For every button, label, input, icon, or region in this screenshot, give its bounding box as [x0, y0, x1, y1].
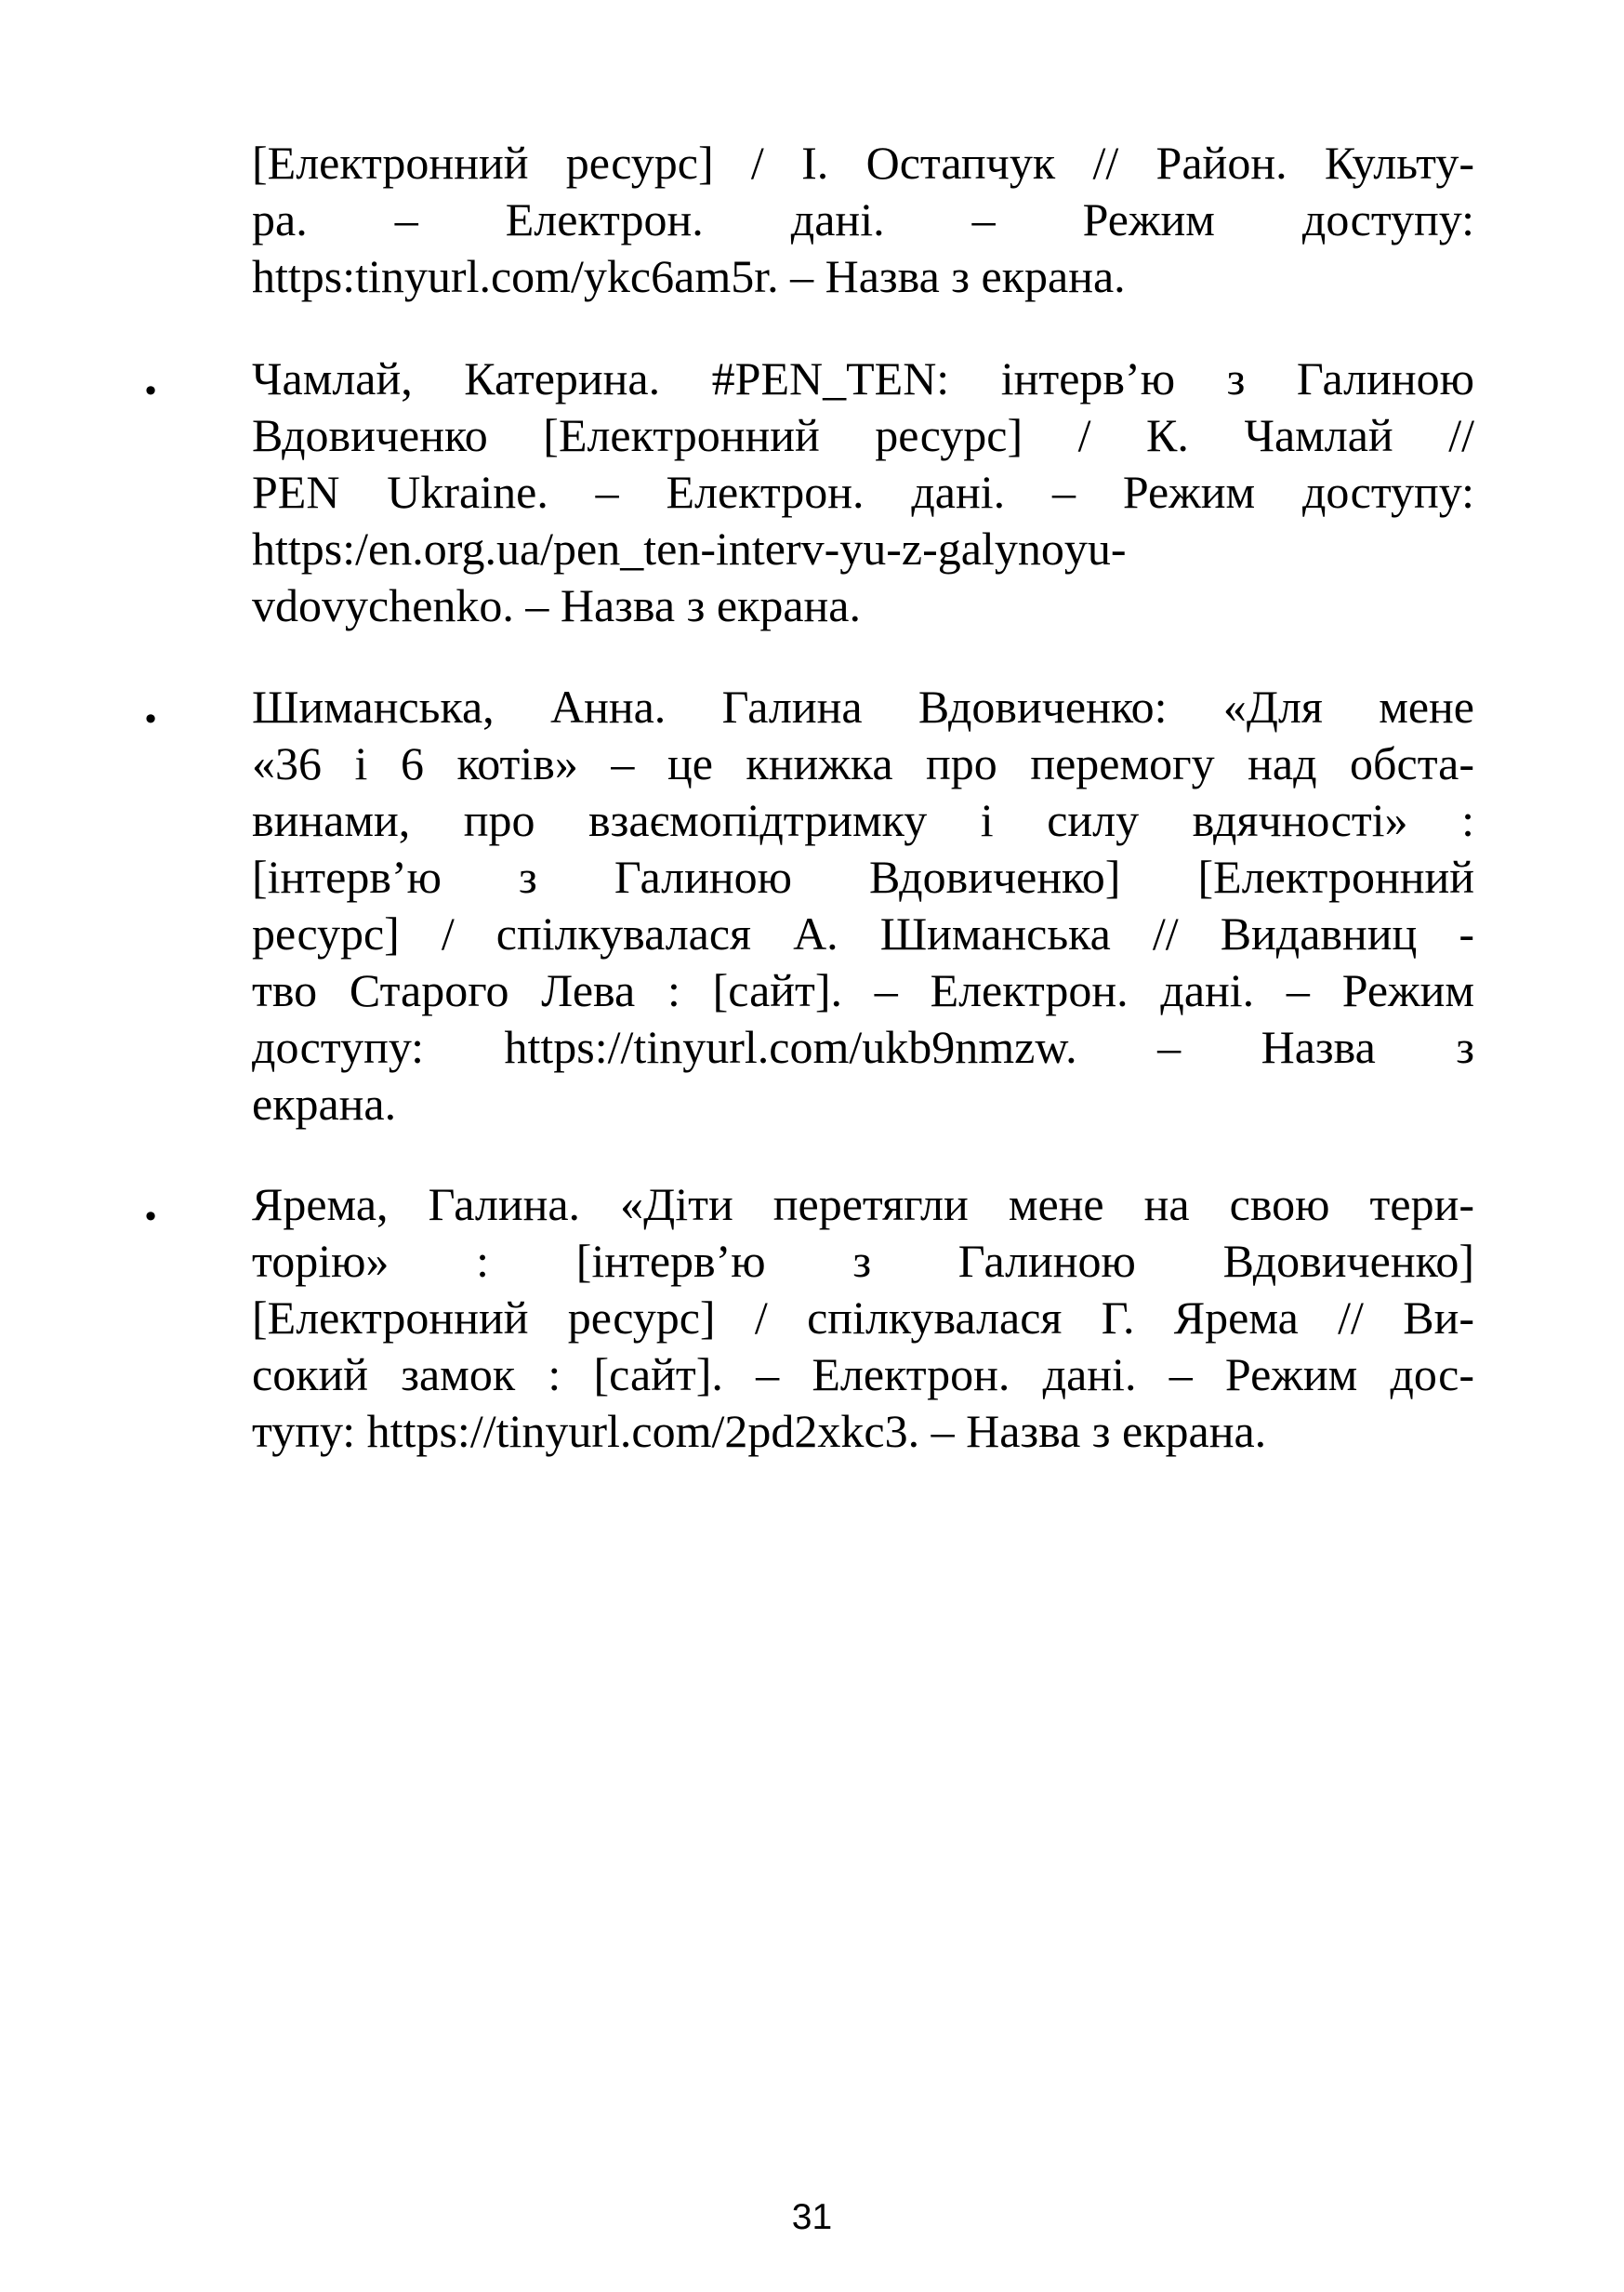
entry-text	[252, 679, 1474, 1133]
bullet-icon: •	[141, 1199, 160, 1235]
text-line: ресурс] / спілкувалася А. Шиманська // Видавниц -	[252, 908, 1474, 960]
text-line: тупу: https://tinyurl.com/2pd2xkc3. – Назва з екрана.	[252, 1405, 1267, 1457]
text-line: Чамлай, Катерина. #PEN_TEN: інтерв’ю з Галиною	[252, 352, 1474, 404]
entry-text	[252, 351, 1474, 634]
entry-text	[252, 1176, 1474, 1460]
text-line: «36 і 6 котів» – це книжка про перемогу над обста-	[252, 737, 1474, 789]
text-line: винами, про взаємопідтримку і силу вдячності» :	[252, 794, 1474, 846]
text-line: https:tinyurl.com/ykc6am5r. – Назва з екрана.	[252, 250, 1126, 302]
text-line: https:/en.org.ua/pen_ten-interv-yu-z-galynoyu-	[252, 523, 1127, 575]
bullet-icon: •	[141, 374, 160, 409]
text-line: [інтерв’ю з Галиною Вдовиченко] [Електронний	[252, 851, 1474, 903]
text-line: сокий замок : [сайт]. – Електрон. дані. – Режим дос-	[252, 1348, 1474, 1400]
text-line: тво Старого Лева : [сайт]. – Електрон. дані. – Режим	[252, 964, 1474, 1016]
text-line: торію» : [інтерв’ю з Галиною Вдовиченко]	[252, 1235, 1474, 1287]
text-line: ра. – Електрон. дані. – Режим доступу:	[252, 193, 1474, 245]
text-line: vdovychenko. – Назва з екрана.	[252, 579, 861, 631]
text-line: PEN Ukraine. – Електрон. дані. – Режим доступу:	[252, 466, 1474, 518]
text-line: екрана.	[252, 1078, 397, 1130]
text-line: [Електронний ресурс] / спілкувалася Г. Ярема // Ви-	[252, 1292, 1474, 1344]
text-line: доступу: https://tinyurl.com/ukb9nmzw. – Назва з	[252, 1021, 1474, 1073]
page-number: 31	[791, 2197, 833, 2237]
continued-entry-text	[252, 135, 1474, 305]
text-line: [Електронний ресурс] / І. Остапчук // Район. Культу-	[252, 137, 1474, 189]
text-line: Ярема, Галина. «Діти перетягли мене на свою тери-	[252, 1178, 1474, 1230]
text-line: Шиманська, Анна. Галина Вдовиченко: «Для мене	[252, 681, 1474, 733]
bullet-icon: •	[141, 702, 160, 737]
text-line: Вдовиченко [Електронний ресурс] / К. Чамлай //	[252, 409, 1474, 461]
